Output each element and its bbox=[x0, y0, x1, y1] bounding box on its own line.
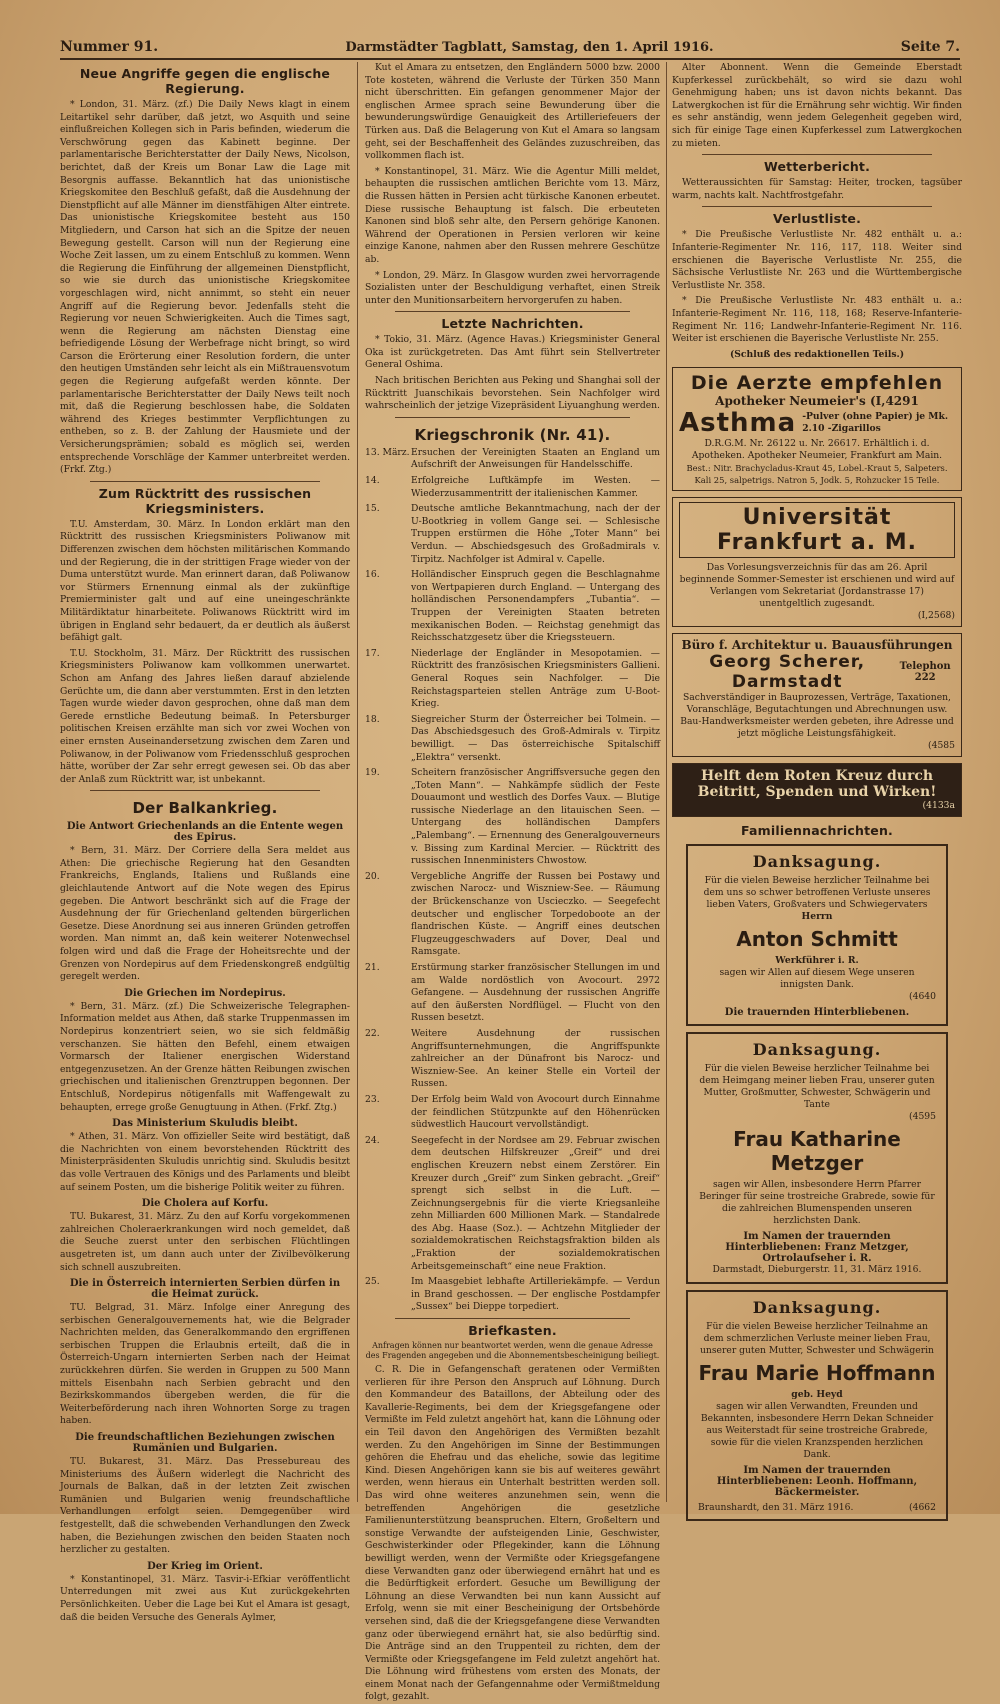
weather-text: Wetteraussichten für Samstag: Heiter, trocken, tagsüber warm, nachts kalt. Nachtfrostgefahr. bbox=[672, 177, 962, 201]
section-title: Der Balkankrieg. bbox=[132, 799, 278, 818]
subheading: Die Cholera auf Korfu. bbox=[141, 1198, 269, 1210]
subheading: Die Antwort Griechenlands an die Entente wegen des Epirus. bbox=[66, 821, 344, 844]
article-paragraph: T.U. Amsterdam, 30. März. In London erklärt man den Rücktritt des russischen Kriegsministers Poliwanow mit Differenzen zwischen dem höchsten militärischen Kommando und der Regierung, die in der strittigen Frage wieder von der Duma unterstützt wurde. Man erinnert daran, daß Poliwanow vor Stürmers Ernennung einmal als der zukünftige Premierminister galt und auf eine uneingeschränkte Militärdiktatur hinarbeitete. Poliwanows Rücktritt wird im übrigen in England sehr bedauert, da er deutlich als äußerst befähigt galt. bbox=[60, 518, 350, 644]
chronicle-date: 17. bbox=[365, 647, 380, 659]
divider bbox=[90, 481, 320, 482]
thanks-notice-metzger bbox=[686, 1032, 948, 1284]
article-paragraph: * Konstantinopel, 31. März. Wie die Agentur Milli meldet, behaupten die russischen amtlichen Berichte vom 13. März, die Russen hätten in Persien acht türkische Kanonen erbeutet. Diese russische Behauptung ist falsch. Die erbeuteten Kanonen sind bloß sehr alte, den Persern gehörige Kanonen. Während der Operationen in Persien verloren wir keine einzige Kanone, nahmen aber den Russen mehrere Geschütze ab. bbox=[365, 165, 660, 265]
notice-place: Darmstadt, Dieburgerstr. 11, 31. März 1916. bbox=[712, 1264, 922, 1276]
list-item bbox=[365, 503, 660, 566]
ad-headline: Die Aerzte empfehlen bbox=[690, 372, 944, 395]
ad-line: Sachverständiger in Bauprozessen, Verträge, Taxationen, Voranschläge, Begutachtungen und Abrechnungen usw. Bau-Handwerksmeister werden gebeten, ihre Adresse und jetzt mögliche Leistungsfähigkeit. bbox=[680, 692, 954, 740]
war-chronicle-list bbox=[365, 447, 660, 1314]
divider bbox=[702, 206, 932, 207]
chronicle-text: Scheitern französischer Angriffsversuche gegen den „Toten Mann“. — Nahkämpfe südlich der Feste Douaumont und westlich des Dorfes Vaux. — Blutige russische Niederlage an den litauischen Seen. — Untergang des holländischen Dampfers „Palembang“. — Ernennung des Generalgouverneurs v. Bissing zum Kardinal Mercier. — Rücktritt des russischen Innenministers Chwostow. bbox=[411, 767, 660, 867]
notice-text: sagen wir allen Verwandten, Freunden und Bekannten, insbesondere Herrn Dekan Schneider aus Weiterstadt für seine trostreiche Grabrede, sowie für die vielen Kranzspenden herzlichen Dank. bbox=[700, 1401, 934, 1461]
page-number: Seite 7. bbox=[900, 39, 960, 55]
notice-herr: Herrn bbox=[801, 911, 833, 923]
asthma-ad bbox=[672, 367, 962, 491]
ad-headline: Georg Scherer, Darmstadt bbox=[709, 652, 866, 693]
subheading: Das Ministerium Skuludis bleibt. bbox=[112, 1118, 298, 1130]
list-item bbox=[365, 1135, 660, 1274]
list-item bbox=[365, 1094, 660, 1132]
section-title: Letzte Nachrichten. bbox=[441, 316, 584, 332]
chronicle-date: 18. bbox=[365, 713, 380, 725]
notice-text: Für die vielen Beweise herzlicher Teilnahme bei dem uns so schwer betroffenen Verluste unseres lieben Vaters, Großvaters und Schwiegervaters bbox=[703, 875, 931, 911]
notice-name: Frau Marie Hoffmann bbox=[698, 1361, 936, 1386]
list-item bbox=[365, 714, 660, 764]
section-title: Kriegschronik (Nr. 41). bbox=[414, 425, 611, 444]
list-item bbox=[365, 648, 660, 711]
ad-line: -Pulver (ohne Papier) je Mk. 2.10 -Zigarillos bbox=[802, 411, 949, 435]
section-title: Briefkasten. bbox=[468, 1323, 557, 1339]
notice-text: Für die vielen Beweise herzlicher Teilnahme an dem schmerzlichen Verluste meiner lieben Frau, unserer guten Mutter, Schwester und Schwägerin bbox=[700, 1321, 934, 1357]
list-item bbox=[365, 962, 660, 1025]
list-item bbox=[365, 447, 660, 472]
divider bbox=[395, 417, 630, 418]
chronicle-date: 13. März. bbox=[365, 446, 410, 458]
notice-title: Danksagung. bbox=[752, 1298, 882, 1318]
notice-signature: Im Namen der trauernden Hinterbliebenen: Franz Metzger, Ortrolaufseher i. R. bbox=[725, 1231, 909, 1265]
article-paragraph: * Die Preußische Verlustliste Nr. 482 enthält u. a.: Infanterie-Regimenter Nr. 116, 117, 118. Weiter sind erschienen die Bayerische Verlustliste Nr. 255, die Sächsische Verlustliste Nr. 263 und die Württembergische Verlustliste Nr. 358. bbox=[672, 229, 962, 291]
chronicle-text: Seegefecht in der Nordsee am 29. Februar zwischen dem deutschen Hilfskreuzer „Greif“ und drei englischen Kreuzern nebst einem Zerstörer. Ein Kreuzer durch „Greif“ zum Sinken gebracht. „Greif“ sprengt sich selbst in die Luft. — Zeichnungsergebnis für die vierte Kriegsanleihe zehn Milliarden 600 Millionen Mark. — Standalrede des Abg. Haase (Soz.). — Achtzehn Mitglieder der sozialdemokratischen Reichstagsfraktion bilden als „Fraktion der sozialdemokratischen Arbeitsgemeinschaft“ eine neue Fraktion. bbox=[411, 1134, 660, 1272]
chronicle-text: Vergebliche Angriffe der Russen bei Postawy und zwischen Narocz- und Wiszniew-See. — Räumung der Brückenschanze von Uscieczko. — Seegefecht deutscher und englischer Torpedoboote an der flandrischen Küste. — Angriff eines deutschen Flugzeuggeschwaders auf Dover, Deal und Ramsgate. bbox=[411, 870, 660, 958]
notice-code: (4662 bbox=[909, 1502, 936, 1514]
ad-line: D.R.G.M. Nr. 26122 u. Nr. 26617. Erhältlich i. d. Apotheken. Apotheker Neumeier, Frankfurt am Main. bbox=[691, 438, 943, 462]
notice-footer bbox=[698, 1502, 936, 1513]
article-title: Zum Rücktritt des russischen Kriegsministers. bbox=[98, 485, 312, 516]
ad-headline: Universität Frankfurt a. M. bbox=[679, 502, 955, 558]
ad-product-row bbox=[679, 408, 955, 438]
editorial-end: (Schluß des redaktionellen Teils.) bbox=[729, 348, 905, 360]
subheading: Die Griechen im Nordepirus. bbox=[124, 987, 286, 999]
university-ad bbox=[672, 497, 962, 627]
chronicle-text: Erfolgreiche Luftkämpfe im Westen. — Wiederzusammentritt der italienischen Kammer. bbox=[411, 475, 660, 499]
ad-product-word: Asthma bbox=[679, 408, 797, 439]
chronicle-date: 23. bbox=[365, 1093, 380, 1105]
ad-line: Best.: Nitr. Brachycladus-Kraut 45, Lobel.-Kraut 5, Salpeters. Kali 25, salpetrigs. Natron 5, Jodk. 5, Rohzucker 15 Teile. bbox=[686, 463, 948, 486]
divider bbox=[395, 311, 630, 312]
subheading: Die in Österreich internierten Serbien dürfen in die Heimat zurück. bbox=[69, 1278, 341, 1301]
chronicle-date: 21. bbox=[365, 962, 380, 973]
chronicle-text: Niederlage der Engländer in Mesopotamien. — Rücktritt des französischen Kriegsministers Gallieni. General Roques sein Nachfolger. — Die Reichstagsparteien stellen Anträge zum U-Boot-Krieg. bbox=[411, 647, 660, 710]
column-1 bbox=[60, 62, 350, 1623]
notice-title: Danksagung. bbox=[752, 852, 882, 872]
paper-date: Darmstädter Tagblatt, Samstag, den 1. April 1916. bbox=[345, 39, 714, 55]
article-paragraph: TU. Bukarest, 31. März. Das Pressebureau des Ministeriums des Äußern widerlegt die Nachricht des Journals de Balkan, daß in der letzten Zeit zwischen Rumänien und Bulgarien wenig freundschaftliche Verhandlungen erfolgt seien. Demgegenüber wird festgestellt, daß die schwebenden Verhandlungen den Zweck haben, die Beziehungen zwischen den beiden Staaten noch herzlicher zu gestalten. bbox=[60, 1456, 350, 1556]
chronicle-date: 16. bbox=[365, 569, 380, 581]
article-paragraph: TU. Belgrad, 31. März. Infolge einer Anregung des serbischen Generalgouvernements hat, wie die Belgrader Nachrichten melden, das Generalkommando den ergriffenen serbischen Truppen die Erlaubnis erteilt, daß die in Österreich-Ungarn internierten Serben nach der Heimat zurückkehren dürfen. Sie werden in Gruppen zu 500 Mann mittels Eisenbahn nach Serbien gebracht und den Bezirkskommandos übergeben werden, die für die Weiterbeförderung nach ihren Wohnorten Sorge zu tragen haben. bbox=[60, 1302, 350, 1427]
chronicle-text: Holländischer Einspruch gegen die Beschlagnahme von Wertpapieren durch England. — Untergang des holländischen Personendampfers „Tubantia“. — Truppen der Vereinigten Staaten betreten mexikanischen Boden. — Reichstag genehmigt das Reichsschatzgesetz über die Kriegssteuern. bbox=[411, 569, 660, 644]
list-item bbox=[365, 1028, 660, 1091]
chronicle-text: Der Erfolg beim Wald von Avocourt durch Einnahme der feindlichen Stützpunkte auf den Höhenrücken südwestlich Haucourt vervollständigt. bbox=[411, 1093, 660, 1131]
chronicle-date: 20. bbox=[365, 870, 380, 882]
notice-text: sagen wir Allen auf diesem Wege unseren innigsten Dank. bbox=[719, 967, 915, 991]
thanks-notice-schmitt bbox=[686, 844, 948, 1026]
article-paragraph: * Athen, 31. März. Von offizieller Seite wird bestätigt, daß die Nachrichten von einem bevorstehenden Rücktritt des Ministerpräsidenten Skuludis unrichtig sind. Skuludis besitzt das volle Vertrauen des Königs und des Parlaments und bleibt auf seinem Posten, um die bisherige Politik weiter zu führen. bbox=[60, 1131, 350, 1193]
list-item bbox=[365, 767, 660, 868]
article-paragraph: C. R. Die in Gefangenschaft geratenen oder Vermißten verlieren für ihre Person den Anspruch auf Löhnung. Durch den Kommandeur des Bataillons, der Abteilung oder des Kavallerie-Regiments, bei dem der Kriegsgefangene oder Vermißte im Feld zuletzt angehört hat, kann die Löhnung oder ein Teil davon den Angehörigen des Vermißten bezahlt werden. Zu den Angehörigen im Sinne der Bestimmungen gehören die Ehefrau und das eheliche, sowie das legitime Kind. Diesen Angehörigen kann sie bis auf weiteres gewährt werden, wenn hieraus ein Unterhalt bestritten werden soll. Das wird ohne weiteres anzunehmen sein, wenn die betreffenden Angehörigen die gesetzliche Familienunterstützung beanspruchen. Eltern, Großeltern und sonstige Verwandte der aufsteigenden Linie, Geschwister, Geschwisterkinder oder Pflegekinder, kann die Löhnung bewilligt werden, wenn der Vermißte oder Kriegsgefangene diese Verwandten ganz oder überwiegend ernährt hat und es die Bedürftigkeit erfordert. Gesuche um Bewilligung der Löhnung an diese Verwandten bei nun kann Aussicht auf Erfolg, wenn sie mit einer Bescheinigung der Ortsbehörde versehen sind, daß die der Kriegsgefangene diese Verwandten ganz oder überwiegend ernährt hat, sie also bedürftig sind. Die Anträge sind an den Truppenteil zu richten, dem der Vermißte oder Kriegsgefangene im Feld zuletzt angehört hat. Die Löhnung wird frühestens vom ersten des Monats, der einem Monat nach der Gefangennahme oder Vermißtmeldung folgt, gezahlt. bbox=[365, 1364, 660, 1703]
issue-number: Nummer 91. bbox=[60, 39, 159, 55]
notice-place: Braunshardt, den 31. März 1916. bbox=[698, 1502, 854, 1514]
ad-code: (I,2568) bbox=[917, 610, 955, 622]
notice-signature: Die trauernden Hinterbliebenen. bbox=[724, 1007, 910, 1019]
notice-name: Anton Schmitt bbox=[736, 927, 898, 952]
notice-text: Für die vielen Beweise herzlicher Teilnahme bei dem Heimgang meiner lieben Frau, unserer guten Mutter, Großmutter, Schwester, Schwägerin und Tante bbox=[699, 1063, 935, 1111]
list-item bbox=[365, 475, 660, 500]
divider bbox=[702, 154, 932, 155]
ad-code: (4585 bbox=[928, 740, 955, 752]
mailbox-note: Anfragen können nur beantwortet werden, wenn die genaue Adresse des Fragenden angegeben und die Abonnementsbescheinigung beiliegt. bbox=[365, 1341, 660, 1361]
section-title: Verlustliste. bbox=[772, 211, 862, 227]
article-paragraph: Nach britischen Berichten aus Peking und Shanghai soll der Rücktritt Juanschikais bevorstehen. Sein Nachfolger wird wahrscheinlich der jetzige Vizepräsident Liyuanghung werden. bbox=[365, 375, 660, 412]
chronicle-text: Deutsche amtliche Bekanntmachung, nach der der U-Bootkrieg in vollem Gange sei. — Schlesische Truppen erstürmen die Höhe „Toter Mann“ bei Verdun. — Abschiedsgesuch des Großadmirals v. Tirpitz. Nachfolger ist Admiral v. Capelle. bbox=[411, 503, 660, 565]
list-item bbox=[365, 569, 660, 645]
article-paragraph: * London, 31. März. (zf.) Die Daily News klagt in einem Leitartikel sehr darüber, daß jetzt, wo Asquith und seine einflußreichen Kollegen sich in Paris befinden, wiederum die Verschwörung gegen das Kabinett beginne. Der parlamentarische Berichterstatter der Daily News, Nicolson, berichtet, daß der Kreis um Bonar Law die Lage mit Besorgnis auffasse. Bekanntlich hat das unionistische Kriegskomitee den Beschluß gefaßt, daß die Ausdehnung der Dienstpflicht auf alle Männer im dienstfähigen Alter eintrete. Das unionistische Kriegskomitee besteht aus 150 Mitgliedern, und Carson hat sich an die Spitze der neuen Bewegung gestellt. Carson will nun der Regierung eine Woche Zeit lassen, um zu einem Entschluß zu kommen. Wenn die Regierung die Einführung der allgemeinen Dienstpflicht, so wie sie durch das unionistische Kriegskomitee vorgeschlagen wird, nicht annimmt, so steht ein neuer Angriff auf die Regierung bevor. Jedenfalls steht die Regierung vor neuen Schwierigkeiten. Auch die Times sagt, wenn die Regierung am nächsten Dienstag eine befriedigende Lösung der Werbefrage nicht bringt, so wird Carson die Erörterung einer Resolution fordern, die unter den heutigen Umständen sehr leicht als ein Mißtrauensvotum gegen die Regierung aufgefaßt werden könnte. Der parlamentarische Berichterstatter der Daily News teilt noch mit, daß die Regierung beschlossen habe, die Soldaten während des Krieges bestimmter Verpflichtungen zu entheben, so z. B. der Zahlung der Hausmiete und der Versicherungsprämien; sobald es möglich sei, werden entsprechende Vorschläge der Kammer unterbreitet werden. (Frkf. Ztg.) bbox=[60, 99, 350, 476]
article-paragraph: * Tokio, 31. März. (Agence Havas.) Kriegsminister General Oka ist zurückgetreten. Das Amt führt sein Stellvertreter General Oshima. bbox=[365, 334, 660, 371]
chronicle-date: 24. bbox=[365, 1134, 380, 1146]
section-title: Wetterbericht. bbox=[763, 159, 871, 175]
chronicle-date: 14. bbox=[365, 475, 380, 487]
article-paragraph: * London, 29. März. In Glasgow wurden zwei hervorragende Sozialisten unter der Beschuldigung verhaftet, einen Streik unter den Munitionsarbeitern hervorgerufen zu haben. bbox=[365, 269, 660, 306]
chronicle-text: Im Maasgebiet lebhafte Artilleriekämpfe. — Verdun in Brand geschossen. — Der englische Postdampfer „Sussex“ bei Dieppe torpediert. bbox=[411, 1276, 660, 1313]
column-divider bbox=[357, 62, 358, 1502]
ad-phone: Telephon 222 bbox=[899, 661, 951, 684]
chronicle-date: 19. bbox=[365, 767, 380, 779]
article-paragraph: Kut el Amara zu entsetzen, den Engländern 5000 bzw. 2000 Tote kosteten, während die Verluste der Türken 350 Mann nicht überschritten. Ein gefangen genommener Major der englischen Armee sprach seine Bewunderung über die bewunderungswürdige Genauigkeit des Artilleriefeuers der Türken aus. Daß die Belagerung von Kut el Amara so langsam geht, sei der Beschaffenheit des Geländes zuzuschreiben, das vollkommen flach ist. bbox=[365, 62, 660, 162]
thanks-notice-hoffmann bbox=[686, 1290, 948, 1521]
list-item bbox=[365, 871, 660, 959]
notice-text: sagen wir Allen, insbesondere Herrn Pfarrer Beringer für seine trostreiche Grabrede, sowie für die zahlreichen Blumenspenden unseren herzlichsten Dank. bbox=[699, 1179, 935, 1227]
article-paragraph: Alter Abonnent. Wenn die Gemeinde Eberstadt Kupferkessel zurückbehält, so wird sie dazu wohl Genehmigung haben; uns ist davon nichts bekannt. Das Latwergkochen ist für die Ernährung sehr wichtig. Wir finden es sehr anständig, wenn jedem Gelegenheit gegeben wird, sich für einige Tage einen Kupferkessel zum Latwergkochen zu mieten. bbox=[672, 62, 962, 149]
chronicle-text: Weitere Ausdehnung der russischen Angriffsunternehmungen, die Angriffspunkte zahlreicher an der Dünafront bis Narocz- und Wiszniew-See. An keiner Stelle ein Vorteil der Russen. bbox=[411, 1027, 660, 1090]
chronicle-text: Siegreicher Sturm der Österreicher bei Tolmein. — Das Abschiedsgesuch des Groß-Admirals v. Tirpitz bewilligt. — Das österreichische Spitalschiff „Elektra“ versenkt. bbox=[411, 713, 660, 763]
ad-code: (4133a bbox=[922, 800, 955, 812]
chronicle-text: Erstürmung starker französischer Stellungen im und am Walde nordöstlich von Avocourt. 2972 Gefangene. — Ausdehnung der russischen Angriffe auf den äußersten Nordflügel. — Flucht von den Russen besetzt. bbox=[411, 962, 660, 1024]
article-title: Neue Angriffe gegen die englische Regierung. bbox=[79, 66, 331, 96]
article-paragraph: T.U. Stockholm, 31. März. Der Rücktritt des russischen Kriegsministers Poliwanow kam vollkommen unerwartet. Schon am Anfang des Jahres ließen darauf abzielende Gerüchte um, die dann aber verstummten. Erst in den letzten Tagen wurde wieder davon gesprochen, ohne daß man dem Gerede ernstliche Bedeutung beimaß. In Petersburger politischen Kreisen erzählte man sich vor zwei Wochen von einer ernsten Auseinandersetzung zwischen dem Zaren und Poliwanow, in der Poliwanow vom Friedensschluß gesprochen hätte, worüber der Zar sehr erregt gewesen sei. Ob das aber der Anlaß zum Rücktritt war, ist unbekannt. bbox=[60, 647, 350, 785]
column-3 bbox=[672, 62, 962, 1514]
architect-ad bbox=[672, 633, 962, 757]
notice-geb: geb. Heyd bbox=[791, 1389, 843, 1401]
subheading: Der Krieg im Orient. bbox=[147, 1560, 263, 1572]
chronicle-date: 15. bbox=[365, 503, 380, 515]
section-title: Familiennachrichten. bbox=[741, 823, 893, 839]
red-cross-ad bbox=[672, 763, 962, 817]
chronicle-date: 25. bbox=[365, 1276, 380, 1288]
notice-title: Danksagung. bbox=[752, 1040, 882, 1060]
notice-signature: Im Namen der trauernden Hinterbliebenen: Leonh. Hoffmann, Bäckermeister. bbox=[716, 1465, 918, 1499]
chronicle-text: Ersuchen der Vereinigten Staaten an England um Aufschrift der Anweisungen für Handelsschiffe. bbox=[411, 446, 660, 471]
list-item bbox=[365, 1276, 660, 1314]
ad-line: Apotheker Neumeier's (I,4291 bbox=[715, 394, 919, 409]
article-paragraph: * Bern, 31. März. Der Corriere della Sera meldet aus Athen: Die griechische Regierung hat den Gesandten Frankreichs, Englands, Italiens und Rußlands eine gleichlautende Antwort auf die Note wegen des Epirus gegeben. Die Antwort beschränkt sich auf die Frage der Ausdehnung der für Griechenland geltenden bürgerlichen Gesetze. Diese Anordnung sei aus inneren Gründen getroffen worden. Man nimmt an, daß kein weiterer Notenwechsel folgen wird und daß die Frage der Hoheitsrechte und der Grenzen von Nordepirus auf dem Friedenskongreß endgültig geregelt werden. bbox=[60, 845, 350, 983]
ad-headline: Helft dem Roten Kreuz durch Beitritt, Spenden und Wirken! bbox=[697, 768, 937, 801]
chronicle-date: 22. bbox=[365, 1027, 380, 1039]
notice-name: Frau Katharine Metzger bbox=[733, 1127, 901, 1176]
masthead bbox=[60, 36, 960, 60]
divider bbox=[90, 790, 320, 791]
ad-line: Das Vorlesungsverzeichnis für das am 26. April beginnende Sommer-Semester ist erschienen und wird auf Verlangen vom Sekretariat (Jordanstrasse 17) unentgeltlich zugesandt. bbox=[679, 562, 955, 610]
notice-code: (4595 bbox=[909, 1111, 936, 1123]
article-paragraph: TU. Bukarest, 31. März. Zu den auf Korfu vorgekommenen zahlreichen Choleraerkrankungen wird noch gemeldet, daß die Seuche zuerst unter den serbischen Flüchtlingen ausgetreten ist, um dann auch unter der Zivilbevölkerung sich schnell auszubreiten. bbox=[60, 1211, 350, 1273]
notice-role: Werkführer i. R. bbox=[775, 955, 859, 967]
subheading: Die freundschaftlichen Beziehungen zwischen Rumänien und Bulgarien. bbox=[75, 1432, 335, 1455]
notice-code: (4640 bbox=[909, 991, 936, 1003]
article-paragraph: * Die Preußische Verlustliste Nr. 483 enthält u. a.: Infanterie-Regiment Nr. 116, 118, 168; Reserve-Infanterie-Regiment Nr. 116; Landwehr-Infanterie-Regiment Nr. 116. Weiter ist erschienen die Bayerische Verlustliste Nr. 255. bbox=[672, 295, 962, 345]
ad-line: Büro f. Architektur u. Bauausführungen bbox=[681, 638, 953, 653]
article-paragraph: * Konstantinopel, 31. März. Tasvir-i-Efkiar veröffentlicht Unterredungen mit zwei aus Kut zurückgekehrten Persönlichkeiten. Ueber die Lage bei Kut el Amara ist gesagt, daß die beiden Versuche des Generals Aylmer, bbox=[60, 1573, 350, 1623]
column-divider bbox=[666, 62, 667, 1502]
column-2 bbox=[365, 62, 660, 1703]
divider bbox=[395, 1318, 630, 1319]
article-paragraph: * Bern, 31. März. (zf.) Die Schweizerische Telegraphen-Information meldet aus Athen, daß starke Truppenmassen im Nordepirus konzentriert seien, wo sie sich feldmäßig verschanzen. Sie hätten den Befehl, einem etwaigen Vormarsch der Italiener energischen Widerstand entgegenzusetzen. An der Grenze hätten Reibungen zwischen griechischen und italienischen Grenztruppen begonnen. Der Entschluß, Nordepirus nötigenfalls mit Waffengewalt zu behaupten, errege große Genugtuung in Athen. (Frkf. Ztg.) bbox=[60, 1000, 350, 1113]
ad-name-row bbox=[679, 652, 955, 692]
